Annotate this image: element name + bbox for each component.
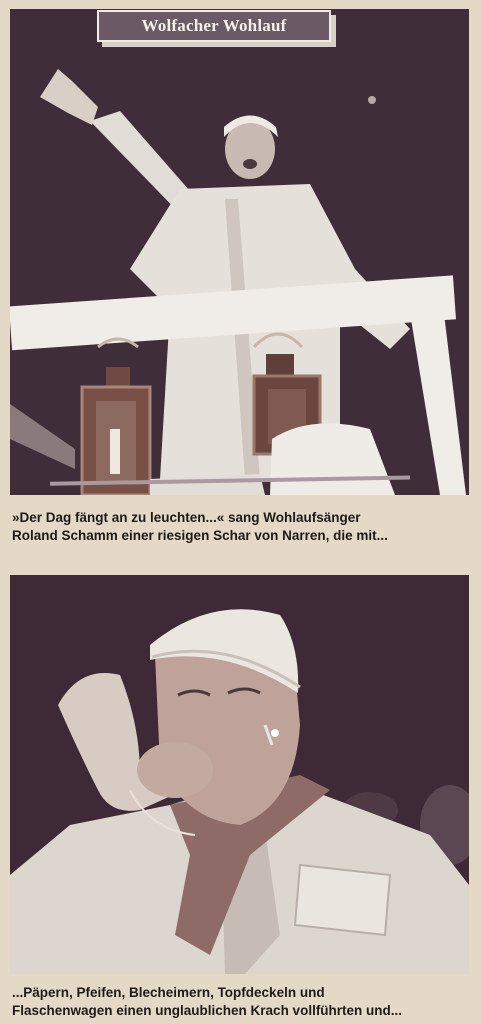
horn-blower-photo	[10, 575, 469, 974]
caption-top	[12, 509, 474, 545]
caption-top-line-1: »Der Dag fängt an zu leuchten...« sang Wohlaufsänger	[12, 510, 361, 525]
distant-light	[368, 96, 376, 104]
hands	[137, 742, 213, 798]
singer-photo	[10, 9, 469, 495]
singer-photo-graphic	[10, 9, 469, 495]
horn-blower-photo-graphic	[10, 575, 469, 974]
headline-banner	[97, 10, 331, 42]
headline-title: Wolfacher Wohlauf	[141, 16, 287, 35]
caption-bottom-line-1: ...Päpern, Pfeifen, Blecheimern, Topfdeckeln und	[12, 985, 325, 1000]
caption-bottom	[12, 984, 474, 1020]
earring	[271, 729, 279, 737]
caption-bottom-line-2: Flaschenwagen einen unglaublichen Krach vollführten und...	[12, 1003, 403, 1018]
jacket-pocket	[295, 865, 390, 935]
caption-top-line-2: Roland Schamm einer riesigen Schar von Narren, die mit...	[12, 528, 388, 543]
